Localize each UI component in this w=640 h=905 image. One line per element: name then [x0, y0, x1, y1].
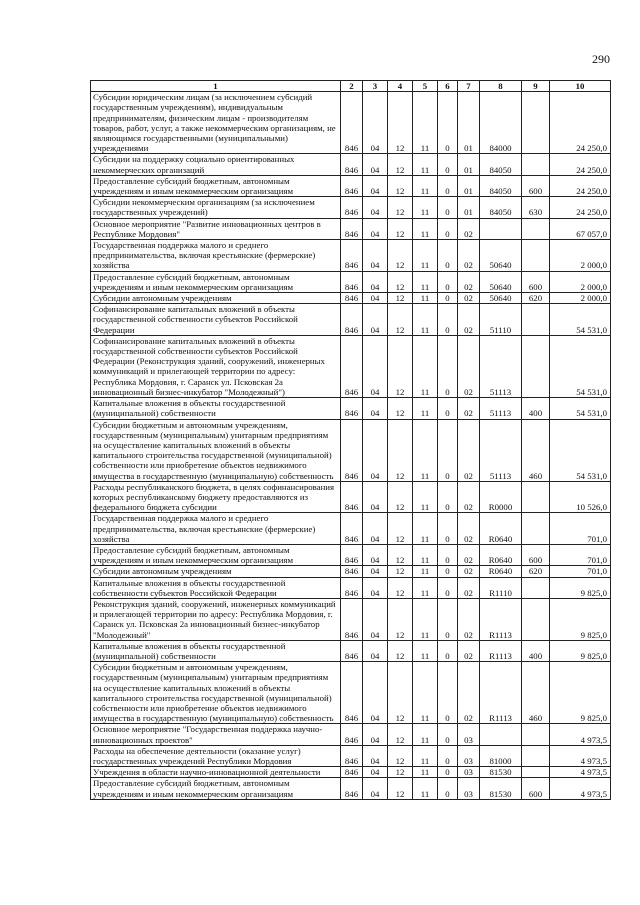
- amount: 9 825,0: [550, 640, 611, 661]
- subprogram-code: 0: [438, 293, 458, 304]
- row-description: Основное мероприятие "Развитие инновационных центров в Республике Мордовия": [91, 218, 341, 239]
- section-code: 04: [363, 218, 388, 239]
- subprogram-code: 0: [438, 92, 458, 154]
- main-event-code: 02: [458, 544, 480, 565]
- row-description: Государственная поддержка малого и среднего предпринимательства, включая крестьянские (фермерские) хозяйства: [91, 513, 341, 545]
- section-code: 04: [363, 271, 388, 292]
- row-description: Предоставление субсидий бюджетным, автономным учреждениям и иным некоммерческим организациям: [91, 175, 341, 196]
- budget-table: [90, 80, 611, 800]
- expense-type-code: [522, 304, 550, 336]
- subprogram-code: 0: [438, 271, 458, 292]
- program-code: 11: [413, 335, 438, 397]
- program-code: 11: [413, 598, 438, 640]
- main-event-code: 01: [458, 175, 480, 196]
- section-code: 04: [363, 240, 388, 272]
- expense-type-code: 400: [522, 640, 550, 661]
- section-code: 04: [363, 293, 388, 304]
- program-code: 11: [413, 767, 438, 778]
- subsection-code: 12: [388, 398, 413, 419]
- subsection-code: 12: [388, 154, 413, 175]
- main-event-code: 02: [458, 513, 480, 545]
- expense-type-code: 630: [522, 197, 550, 218]
- expense-type-code: [522, 745, 550, 766]
- subprogram-code: 0: [438, 335, 458, 397]
- table-row: [91, 240, 611, 272]
- main-event-code: 03: [458, 745, 480, 766]
- main-event-code: 01: [458, 92, 480, 154]
- chapter-code: 846: [341, 304, 363, 336]
- direction-code: R0000: [480, 481, 522, 513]
- column-header: 4: [388, 81, 413, 92]
- row-description: Софинансирование капитальных вложений в объекты государственной собственности субъектов Российской Федерации (Реконструкция зданий, сооружений, инженерных коммуникаций и прилегающей территории по адресу: Республика Мордовия, г. Саранск ул. Псковская 2а инновационный бизнес-инкубатор "Молодежный"): [91, 335, 341, 397]
- subprogram-code: 0: [438, 640, 458, 661]
- subsection-code: 12: [388, 513, 413, 545]
- subprogram-code: 0: [438, 566, 458, 577]
- row-description: Субсидии автономным учреждениям: [91, 293, 341, 304]
- subprogram-code: 0: [438, 662, 458, 724]
- program-code: 11: [413, 240, 438, 272]
- main-event-code: 02: [458, 566, 480, 577]
- direction-code: R0640: [480, 566, 522, 577]
- row-description: Субсидии юридическим лицам (за исключением субсидий государственным учреждениям), индивидуальным предпринимателям, физическим лицам - производителям товаров, работ, услуг, а также некоммерческим организациям, не являющимся государственными (муниципальными) учреждениями: [91, 92, 341, 154]
- direction-code: 84050: [480, 154, 522, 175]
- subsection-code: 12: [388, 577, 413, 598]
- direction-code: R0640: [480, 513, 522, 545]
- section-code: 04: [363, 598, 388, 640]
- amount: 4 973,5: [550, 724, 611, 745]
- table-row: [91, 218, 611, 239]
- program-code: 11: [413, 640, 438, 661]
- subprogram-code: 0: [438, 197, 458, 218]
- section-code: 04: [363, 767, 388, 778]
- subsection-code: 12: [388, 240, 413, 272]
- row-description: Предоставление субсидий бюджетным, автономным учреждениям и иным некоммерческим организациям: [91, 271, 341, 292]
- expense-type-code: 620: [522, 293, 550, 304]
- chapter-code: 846: [341, 92, 363, 154]
- main-event-code: 03: [458, 767, 480, 778]
- direction-code: R1113: [480, 598, 522, 640]
- program-code: 11: [413, 481, 438, 513]
- subsection-code: 12: [388, 598, 413, 640]
- row-description: Предоставление субсидий бюджетным, автономным учреждениям и иным некоммерческим организациям: [91, 778, 341, 799]
- amount: 54 531,0: [550, 398, 611, 419]
- row-description: Государственная поддержка малого и среднего предпринимательства, включая крестьянские (фермерские) хозяйства: [91, 240, 341, 272]
- expense-type-code: 600: [522, 271, 550, 292]
- subsection-code: 12: [388, 662, 413, 724]
- main-event-code: 01: [458, 197, 480, 218]
- table-row: [91, 577, 611, 598]
- section-code: 04: [363, 481, 388, 513]
- subprogram-code: 0: [438, 218, 458, 239]
- subsection-code: 12: [388, 175, 413, 196]
- row-description: Основное мероприятие "Государственная поддержка научно-инновационных проектов": [91, 724, 341, 745]
- main-event-code: 02: [458, 293, 480, 304]
- direction-code: R1113: [480, 662, 522, 724]
- row-description: Софинансирование капитальных вложений в объекты государственной собственности субъектов Российской Федерации: [91, 304, 341, 336]
- subprogram-code: 0: [438, 598, 458, 640]
- main-event-code: 02: [458, 335, 480, 397]
- chapter-code: 846: [341, 767, 363, 778]
- program-code: 11: [413, 419, 438, 481]
- row-description: Реконструкция зданий, сооружений, инженерных коммуникаций и прилегающей территории по адресу: Республика Мордовия, г. Саранск ул. Псковская 2а инновационный бизнес-инкубатор "Молодежный": [91, 598, 341, 640]
- amount: 701,0: [550, 544, 611, 565]
- expense-type-code: 620: [522, 566, 550, 577]
- subsection-code: 12: [388, 566, 413, 577]
- page-number: 290: [592, 52, 610, 66]
- expense-type-code: [522, 577, 550, 598]
- main-event-code: 02: [458, 304, 480, 336]
- section-code: 04: [363, 175, 388, 196]
- expense-type-code: [522, 767, 550, 778]
- amount: 4 973,5: [550, 778, 611, 799]
- program-code: 11: [413, 304, 438, 336]
- row-description: Субсидии некоммерческим организациям (за исключением государственных учреждений): [91, 197, 341, 218]
- table-row: [91, 293, 611, 304]
- table-row: [91, 175, 611, 196]
- program-code: 11: [413, 566, 438, 577]
- expense-type-code: [522, 513, 550, 545]
- row-description: Субсидии бюджетным и автономным учреждениям, государственным (муниципальным) унитарным предприятиям на осуществление капитальных вложений в объекты капитального строительства государственной (муниципальной) собственности или приобретение объектов недвижимого имущества в государственную (муниципальную) собственность: [91, 419, 341, 481]
- chapter-code: 846: [341, 513, 363, 545]
- section-code: 04: [363, 662, 388, 724]
- table-row: [91, 481, 611, 513]
- amount: 2 000,0: [550, 240, 611, 272]
- table-row: [91, 398, 611, 419]
- main-event-code: 03: [458, 778, 480, 799]
- program-code: 11: [413, 778, 438, 799]
- expense-type-code: [522, 218, 550, 239]
- section-code: 04: [363, 724, 388, 745]
- expense-type-code: [522, 598, 550, 640]
- table-row: [91, 662, 611, 724]
- subsection-code: 12: [388, 767, 413, 778]
- expense-type-code: [522, 481, 550, 513]
- subprogram-code: 0: [438, 481, 458, 513]
- amount: 67 057,0: [550, 218, 611, 239]
- table-row: [91, 154, 611, 175]
- program-code: 11: [413, 92, 438, 154]
- main-event-code: 02: [458, 598, 480, 640]
- direction-code: 51113: [480, 335, 522, 397]
- direction-code: 81530: [480, 767, 522, 778]
- direction-code: 51113: [480, 398, 522, 419]
- section-code: 04: [363, 398, 388, 419]
- direction-code: 81530: [480, 778, 522, 799]
- direction-code: 84050: [480, 197, 522, 218]
- row-description: Капитальные вложения в объекты государственной собственности субъектов Российской Федерации: [91, 577, 341, 598]
- row-description: Субсидии на поддержку социально ориентированных некоммерческих организаций: [91, 154, 341, 175]
- subsection-code: 12: [388, 544, 413, 565]
- expense-type-code: [522, 335, 550, 397]
- section-code: 04: [363, 197, 388, 218]
- main-event-code: 03: [458, 724, 480, 745]
- subsection-code: 12: [388, 293, 413, 304]
- direction-code: R1110: [480, 577, 522, 598]
- table-row: [91, 197, 611, 218]
- subsection-code: 12: [388, 271, 413, 292]
- section-code: 04: [363, 513, 388, 545]
- section-code: 04: [363, 419, 388, 481]
- table-row: [91, 566, 611, 577]
- direction-code: 51113: [480, 419, 522, 481]
- subprogram-code: 0: [438, 419, 458, 481]
- section-code: 04: [363, 335, 388, 397]
- subsection-code: 12: [388, 745, 413, 766]
- row-description: Предоставление субсидий бюджетным, автономным учреждениям и иным некоммерческим организациям: [91, 544, 341, 565]
- row-description: Субсидии бюджетным и автономным учреждениям, государственным (муниципальным) унитарным предприятиям на осуществление капитальных вложений в объекты капитального строительства государственной (муниципальной) собственности или приобретение объектов недвижимого имущества в государственную (муниципальную) собственность: [91, 662, 341, 724]
- subsection-code: 12: [388, 419, 413, 481]
- table-row: [91, 419, 611, 481]
- chapter-code: 846: [341, 577, 363, 598]
- main-event-code: 02: [458, 640, 480, 661]
- subprogram-code: 0: [438, 724, 458, 745]
- column-header: 6: [438, 81, 458, 92]
- direction-code: 50640: [480, 271, 522, 292]
- table-row: [91, 640, 611, 661]
- main-event-code: 01: [458, 154, 480, 175]
- direction-code: 50640: [480, 293, 522, 304]
- direction-code: [480, 218, 522, 239]
- row-description: Капитальные вложения в объекты государственной (муниципальной) собственности: [91, 640, 341, 661]
- subsection-code: 12: [388, 640, 413, 661]
- direction-code: 84000: [480, 92, 522, 154]
- expense-type-code: 460: [522, 419, 550, 481]
- chapter-code: 846: [341, 640, 363, 661]
- column-header: 1: [91, 81, 341, 92]
- chapter-code: 846: [341, 598, 363, 640]
- row-description: Капитальные вложения в объекты государственной (муниципальной) собственности: [91, 398, 341, 419]
- expense-type-code: [522, 240, 550, 272]
- amount: 54 531,0: [550, 335, 611, 397]
- subprogram-code: 0: [438, 240, 458, 272]
- chapter-code: 846: [341, 662, 363, 724]
- section-code: 04: [363, 544, 388, 565]
- main-event-code: 02: [458, 577, 480, 598]
- subprogram-code: 0: [438, 398, 458, 419]
- main-event-code: 02: [458, 398, 480, 419]
- amount: 24 250,0: [550, 197, 611, 218]
- program-code: 11: [413, 154, 438, 175]
- row-description: Субсидии автономным учреждениям: [91, 566, 341, 577]
- main-event-code: 02: [458, 481, 480, 513]
- program-code: 11: [413, 745, 438, 766]
- amount: 9 825,0: [550, 598, 611, 640]
- program-code: 11: [413, 398, 438, 419]
- expense-type-code: 400: [522, 398, 550, 419]
- chapter-code: 846: [341, 778, 363, 799]
- subsection-code: 12: [388, 481, 413, 513]
- direction-code: [480, 724, 522, 745]
- column-header: 5: [413, 81, 438, 92]
- chapter-code: 846: [341, 481, 363, 513]
- table-row: [91, 544, 611, 565]
- chapter-code: 846: [341, 271, 363, 292]
- subsection-code: 12: [388, 778, 413, 799]
- chapter-code: 846: [341, 745, 363, 766]
- direction-code: 50640: [480, 240, 522, 272]
- section-code: 04: [363, 745, 388, 766]
- amount: 9 825,0: [550, 662, 611, 724]
- expense-type-code: 460: [522, 662, 550, 724]
- subprogram-code: 0: [438, 304, 458, 336]
- chapter-code: 846: [341, 419, 363, 481]
- row-description: Учреждения в области научно-инновационной деятельности: [91, 767, 341, 778]
- amount: 10 526,0: [550, 481, 611, 513]
- chapter-code: 846: [341, 197, 363, 218]
- amount: 24 250,0: [550, 175, 611, 196]
- table-row: [91, 92, 611, 154]
- chapter-code: 846: [341, 293, 363, 304]
- section-code: 04: [363, 778, 388, 799]
- column-header: 3: [363, 81, 388, 92]
- chapter-code: 846: [341, 335, 363, 397]
- subsection-code: 12: [388, 218, 413, 239]
- table-row: [91, 778, 611, 799]
- amount: 2 000,0: [550, 271, 611, 292]
- program-code: 11: [413, 175, 438, 196]
- column-header: 2: [341, 81, 363, 92]
- table-row: [91, 271, 611, 292]
- program-code: 11: [413, 724, 438, 745]
- amount: 24 250,0: [550, 154, 611, 175]
- table-row: [91, 745, 611, 766]
- subprogram-code: 0: [438, 745, 458, 766]
- expense-type-code: [522, 154, 550, 175]
- direction-code: R0640: [480, 544, 522, 565]
- chapter-code: 846: [341, 566, 363, 577]
- table-row: [91, 513, 611, 545]
- program-code: 11: [413, 293, 438, 304]
- program-code: 11: [413, 513, 438, 545]
- chapter-code: 846: [341, 218, 363, 239]
- section-code: 04: [363, 154, 388, 175]
- section-code: 04: [363, 304, 388, 336]
- row-description: Расходы республиканского бюджета, в целях софинансирования которых республиканскому бюджету предоставляются из федерального бюджета субсидии: [91, 481, 341, 513]
- column-header: 10: [550, 81, 611, 92]
- amount: 54 531,0: [550, 419, 611, 481]
- main-event-code: 02: [458, 662, 480, 724]
- chapter-code: 846: [341, 724, 363, 745]
- column-header: 9: [522, 81, 550, 92]
- table-row: [91, 598, 611, 640]
- program-code: 11: [413, 544, 438, 565]
- column-header: 8: [480, 81, 522, 92]
- amount: 2 000,0: [550, 293, 611, 304]
- program-code: 11: [413, 218, 438, 239]
- subprogram-code: 0: [438, 513, 458, 545]
- table-body: [91, 92, 611, 800]
- table-row: [91, 724, 611, 745]
- program-code: 11: [413, 662, 438, 724]
- chapter-code: 846: [341, 240, 363, 272]
- expense-type-code: 600: [522, 175, 550, 196]
- section-code: 04: [363, 566, 388, 577]
- main-event-code: 02: [458, 240, 480, 272]
- amount: 24 250,0: [550, 92, 611, 154]
- subsection-code: 12: [388, 335, 413, 397]
- amount: 54 531,0: [550, 304, 611, 336]
- table-row: [91, 304, 611, 336]
- subprogram-code: 0: [438, 778, 458, 799]
- subprogram-code: 0: [438, 175, 458, 196]
- direction-code: 51110: [480, 304, 522, 336]
- direction-code: R1113: [480, 640, 522, 661]
- amount: 701,0: [550, 513, 611, 545]
- subsection-code: 12: [388, 724, 413, 745]
- subsection-code: 12: [388, 92, 413, 154]
- subprogram-code: 0: [438, 767, 458, 778]
- table-header-row: [91, 81, 611, 92]
- expense-type-code: [522, 724, 550, 745]
- column-header: 7: [458, 81, 480, 92]
- section-code: 04: [363, 640, 388, 661]
- subprogram-code: 0: [438, 577, 458, 598]
- expense-type-code: 600: [522, 778, 550, 799]
- row-description: Расходы на обеспечение деятельности (оказание услуг) государственных учреждений Республики Мордовия: [91, 745, 341, 766]
- expense-type-code: [522, 92, 550, 154]
- table-row: [91, 335, 611, 397]
- chapter-code: 846: [341, 544, 363, 565]
- main-event-code: 02: [458, 218, 480, 239]
- program-code: 11: [413, 577, 438, 598]
- subsection-code: 12: [388, 197, 413, 218]
- chapter-code: 846: [341, 154, 363, 175]
- section-code: 04: [363, 577, 388, 598]
- direction-code: 81000: [480, 745, 522, 766]
- amount: 701,0: [550, 566, 611, 577]
- program-code: 11: [413, 271, 438, 292]
- chapter-code: 846: [341, 175, 363, 196]
- chapter-code: 846: [341, 398, 363, 419]
- subprogram-code: 0: [438, 154, 458, 175]
- program-code: 11: [413, 197, 438, 218]
- expense-type-code: 600: [522, 544, 550, 565]
- subprogram-code: 0: [438, 544, 458, 565]
- direction-code: 84050: [480, 175, 522, 196]
- section-code: 04: [363, 92, 388, 154]
- table-row: [91, 767, 611, 778]
- main-event-code: 02: [458, 271, 480, 292]
- amount: 9 825,0: [550, 577, 611, 598]
- amount: 4 973,5: [550, 767, 611, 778]
- main-event-code: 02: [458, 419, 480, 481]
- amount: 4 973,5: [550, 745, 611, 766]
- subsection-code: 12: [388, 304, 413, 336]
